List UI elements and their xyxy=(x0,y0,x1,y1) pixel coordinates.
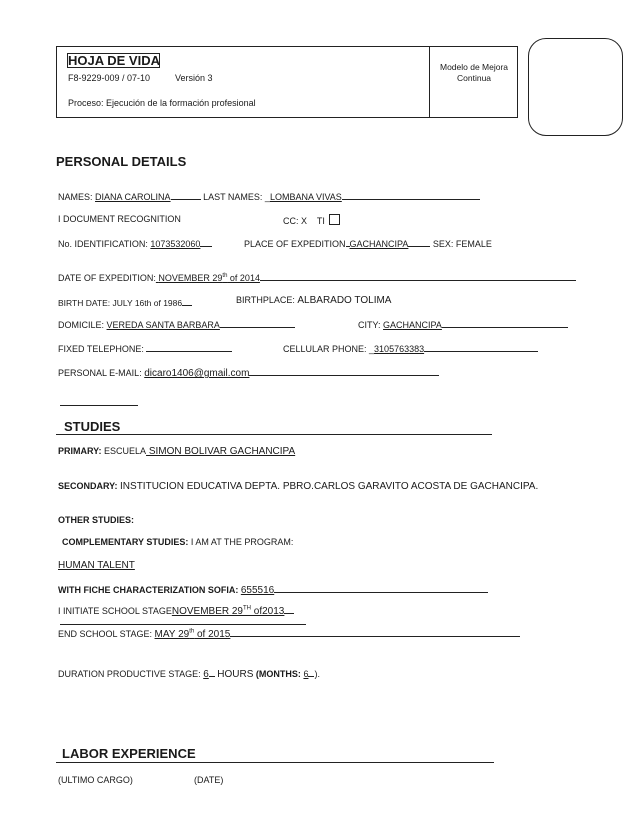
birthplace-value: ALBARADO TOLIMA xyxy=(297,295,392,306)
months-value: 6 xyxy=(303,669,309,679)
city-blank xyxy=(442,318,568,328)
fiche-row xyxy=(58,583,488,596)
last-names-value: LOMBANA VIVAS xyxy=(269,192,342,202)
place-exp-value: GACHANCIPA xyxy=(349,239,409,249)
phone-row xyxy=(58,342,232,354)
birthplace-row xyxy=(236,295,391,306)
domicile-row xyxy=(58,318,295,330)
primary-row xyxy=(58,446,295,457)
end-value-wrap xyxy=(155,629,231,640)
initiate-month: NOVEMBER 29 xyxy=(171,606,243,617)
city-label: CITY: xyxy=(358,320,381,330)
names-value: DIANA CAROLINA xyxy=(95,192,171,202)
months-label: (MONTHS: xyxy=(255,669,301,679)
city-value: GACHANCIPA xyxy=(383,320,442,330)
doc-code: F8-9229-009 / 07-10 xyxy=(68,73,151,83)
end-row xyxy=(58,627,520,640)
cell-label: CELLULAR PHONE: _ xyxy=(283,344,375,354)
model-line2: Continua xyxy=(457,73,492,83)
date-exp-value xyxy=(156,273,260,283)
doc-recognition-label: I DOCUMENT RECOGNITION xyxy=(58,214,181,224)
date-exp-month: NOVEMBER 29 xyxy=(158,273,223,283)
primary-label: PRIMARY: xyxy=(58,446,102,456)
primary-prefix: ESCUELA xyxy=(104,446,147,456)
cc-label: CC: X xyxy=(283,216,308,226)
initiate-value-wrap xyxy=(172,606,285,617)
duration-label: DURATION PRODUCTIVE STAGE: xyxy=(58,669,201,679)
sex-label: SEX: FEMALE xyxy=(432,239,492,249)
labor-heading: LABOR EXPERIENCE xyxy=(62,746,196,761)
complementary-value: I AM AT THE PROGRAM: xyxy=(190,537,294,547)
labor-date-label: (DATE) xyxy=(194,775,224,785)
place-exp-blank-b xyxy=(408,237,430,247)
end-year: of 2015 xyxy=(194,629,231,640)
cell-value: 3105763383 xyxy=(374,344,425,354)
end-month: MAY 29 xyxy=(154,629,190,640)
doc-title: HOJA DE VIDA xyxy=(68,53,160,68)
fiche-value: 655516 xyxy=(240,585,275,596)
fiche-blank xyxy=(274,583,488,593)
email-row xyxy=(58,366,439,379)
complementary-row xyxy=(62,537,293,547)
date-exp-label: DATE OF EXPEDITION: xyxy=(58,273,156,283)
hours-label: HOURS xyxy=(217,669,254,680)
names-blank xyxy=(171,190,201,200)
last-names-label: LAST NAMES: _ xyxy=(203,192,270,202)
id-value: 1073532060 xyxy=(150,239,201,249)
doc-version: Versión 3 xyxy=(175,73,213,83)
complementary-label: COMPLEMENTARY STUDIES: xyxy=(62,537,189,547)
photo-frame xyxy=(528,38,623,136)
secondary-value: INSTITUCION EDUCATIVA DEPTA. PBRO.CARLOS GARAVITO ACOSTA DE GACHANCIPA. xyxy=(120,481,539,492)
city-row xyxy=(358,318,568,330)
birth-row xyxy=(58,296,192,308)
initiate-label: I INITIATE SCHOOL STAGE xyxy=(58,606,172,616)
header-divider xyxy=(429,46,430,118)
last-names-blank xyxy=(342,190,480,200)
initiate-blank xyxy=(284,604,294,614)
studies-underline xyxy=(56,434,492,435)
id-row xyxy=(58,237,212,249)
ti-checkbox[interactable] xyxy=(329,214,340,225)
id-blank xyxy=(200,237,212,247)
phone-blank xyxy=(146,342,232,352)
cc-row xyxy=(283,214,340,226)
secondary-row xyxy=(58,481,538,492)
birth-blank xyxy=(182,296,192,306)
email-blank xyxy=(249,366,439,376)
model-line1: Modelo de Mejora xyxy=(440,62,509,72)
domicile-label: DOMICILE: xyxy=(58,320,105,330)
place-exp-row xyxy=(244,237,492,249)
other-studies-label: OTHER STUDIES: xyxy=(58,515,135,525)
months-close: ). xyxy=(314,669,320,679)
secondary-label: SECONDARY: xyxy=(58,481,118,491)
end-label: END SCHOOL STAGE: xyxy=(58,629,153,639)
initiate-sup: TH xyxy=(243,605,251,612)
duration-row xyxy=(58,667,320,680)
studies-heading: STUDIES xyxy=(64,419,121,434)
doc-process: Proceso: Ejecución de la formación profesional xyxy=(68,98,256,108)
date-exp-year: of 2014 xyxy=(227,273,260,283)
initiate-underline xyxy=(60,624,306,625)
end-blank xyxy=(230,627,520,637)
date-exp-sup: th xyxy=(222,273,228,279)
domicile-value: VEREDA SANTA BARBARA xyxy=(106,320,220,330)
cell-row xyxy=(283,342,538,354)
date-exp-row xyxy=(58,271,576,283)
fiche-label: WITH FICHE CHARACTERIZATION SOFIA: xyxy=(58,585,239,595)
last-position-label: (ULTIMO CARGO) xyxy=(58,775,133,785)
names-label: NAMES: xyxy=(58,192,93,202)
program-value: HUMAN TALENT xyxy=(58,560,135,571)
place-exp-label: PLACE OF EXPEDITION xyxy=(244,239,346,249)
divider-short xyxy=(60,405,138,406)
phone-label: FIXED TELEPHONE: xyxy=(58,344,144,354)
duration-blank xyxy=(209,667,215,677)
initiate-year: of2013 xyxy=(251,606,285,617)
id-label: No. IDENTIFICATION: xyxy=(58,239,148,249)
initiate-row xyxy=(58,604,294,617)
duration-value: 6 xyxy=(203,669,209,680)
email-label: PERSONAL E-MAIL: xyxy=(58,368,142,378)
end-sup: th xyxy=(189,628,195,635)
personal-heading: PERSONAL DETAILS xyxy=(56,154,187,169)
names-row xyxy=(58,190,480,202)
primary-value: SIMON BOLIVAR GACHANCIPA xyxy=(146,446,296,457)
cell-blank xyxy=(424,342,538,352)
birth-label: BIRTH DATE: JULY 16th of 1986 xyxy=(58,298,183,308)
date-exp-blank xyxy=(260,271,576,281)
domicile-blank xyxy=(220,318,295,328)
labor-underline xyxy=(56,762,494,763)
email-value: dicaro1406@gmail.com xyxy=(144,368,250,379)
birthplace-label: BIRTHPLACE: xyxy=(236,295,295,305)
ti-label: TI xyxy=(316,216,325,226)
